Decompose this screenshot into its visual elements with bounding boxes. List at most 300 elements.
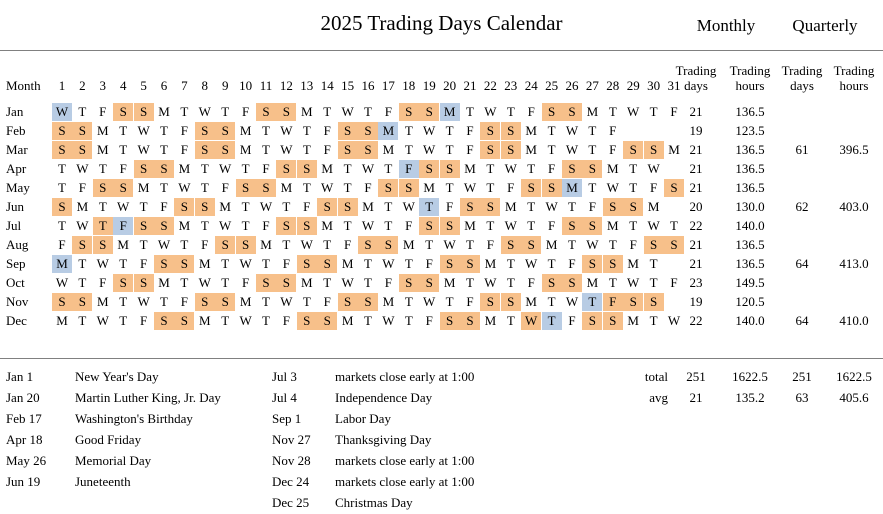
calendar-day-cell: S	[134, 217, 154, 235]
day-number-header: 6	[160, 78, 168, 93]
monthly-trading-days: 23	[689, 275, 703, 290]
summary-column-header	[828, 63, 880, 93]
calendar-day-cell: T	[486, 218, 495, 233]
calendar-day-cell: W	[96, 256, 109, 271]
calendar-day-cell: S	[399, 179, 419, 197]
totals-total-monthly-days: 251	[686, 369, 706, 384]
calendar-day-cell: W	[259, 199, 273, 214]
calendar-day-cell: W	[586, 237, 599, 252]
calendar-day-cell: W	[423, 294, 436, 309]
calendar-day-cell: S	[52, 293, 72, 311]
calendar-day-cell: F	[527, 275, 535, 290]
calendar-month-row	[0, 217, 883, 236]
calendar-day-cell: F	[139, 256, 148, 271]
calendar-day-cell: F	[568, 256, 576, 271]
calendar-day-cell: W	[565, 123, 579, 138]
calendar-day-cell: S	[480, 293, 500, 311]
calendar-day-cell: T	[568, 237, 576, 252]
monthly-trading-days: 21	[689, 237, 703, 252]
calendar-day-cell: T	[78, 313, 87, 328]
calendar-day-cell: W	[443, 237, 456, 252]
monthly-trading-days: 22	[689, 313, 703, 328]
calendar-day-cell: T	[404, 256, 413, 271]
calendar-day-cell: T	[384, 199, 393, 214]
totals-total-quarterly-days: 251	[792, 369, 812, 384]
calendar-day-cell: F	[180, 294, 188, 309]
divider-middle	[0, 358, 883, 359]
calendar-day-cell: W	[463, 180, 477, 195]
calendar-day-cell: W	[239, 313, 252, 328]
summary-header-line1: Trading	[833, 63, 875, 78]
calendar-day-cell: W	[606, 180, 619, 195]
calendar-day-cell: F	[241, 104, 250, 119]
calendar-day-cell: T	[588, 142, 597, 157]
calendar-day-cell: T	[608, 104, 617, 119]
calendar-day-cell: F	[603, 293, 623, 311]
calendar-day-cell: W	[117, 199, 130, 214]
calendar-day-cell: M	[586, 275, 599, 290]
calendar-day-cell: T	[262, 256, 270, 271]
month-name: Sep	[6, 256, 26, 271]
calendar-day-cell: S	[134, 160, 154, 178]
calendar-day-cell: S	[562, 217, 582, 235]
calendar-day-cell: S	[195, 198, 215, 216]
calendar-day-cell: T	[425, 237, 434, 252]
month-name: Jul	[6, 218, 22, 233]
calendar-day-cell: T	[419, 198, 439, 216]
calendar-day-cell: S	[338, 293, 358, 311]
calendar-day-cell: M	[586, 104, 599, 119]
calendar-day-cell: W	[198, 275, 211, 290]
quarterly-trading-hours: 413.0	[839, 256, 869, 271]
calendar-day-cell: W	[280, 142, 293, 157]
calendar-day-cell: S	[582, 160, 602, 178]
calendar-day-cell: T	[200, 161, 209, 176]
calendar-day-cell: S	[501, 141, 521, 159]
day-number-header: 8	[201, 78, 209, 93]
calendar-day-cell: S	[542, 179, 562, 197]
calendar-day-cell: F	[399, 160, 419, 178]
calendar-day-cell: M	[239, 142, 252, 157]
day-number-header: 14	[320, 78, 334, 93]
calendar-day-cell: S	[236, 179, 256, 197]
calendar-day-cell: S	[521, 236, 541, 254]
calendar-day-cell: S	[276, 103, 296, 121]
calendar-day-cell: F	[670, 275, 678, 290]
monthly-trading-days: 19	[689, 123, 703, 138]
calendar-day-cell: W	[341, 104, 354, 119]
calendar-day-cell: W	[382, 256, 395, 271]
day-number-header: 27	[585, 78, 599, 93]
calendar-day-cell: W	[667, 313, 681, 328]
calendar-month-row	[0, 160, 883, 179]
calendar-day-cell: S	[419, 103, 439, 121]
calendar-day-cell: S	[501, 236, 521, 254]
calendar-day-cell: T	[119, 294, 128, 309]
calendar-month-row	[0, 141, 883, 160]
calendar-day-cell: T	[221, 256, 230, 271]
calendar-month-row	[0, 198, 883, 217]
calendar-day-cell: T	[302, 180, 311, 195]
calendar-day-cell: T	[160, 142, 168, 157]
calendar-day-cell: S	[419, 217, 439, 235]
calendar-day-cell: M	[341, 256, 354, 271]
calendar-day-cell: W	[280, 294, 293, 309]
day-number-header: 5	[140, 78, 147, 93]
calendar-day-cell: M	[199, 313, 211, 328]
calendar-day-cell: S	[93, 179, 113, 197]
monthly-header: Monthly	[696, 16, 756, 35]
day-number-header: 23	[504, 78, 518, 93]
day-number-header: 3	[99, 78, 107, 93]
calendar-day-cell: W	[137, 294, 150, 309]
calendar-day-cell: T	[180, 104, 189, 119]
calendar-day-cell: T	[200, 218, 209, 233]
calendar-day-cell: T	[78, 275, 87, 290]
day-number-header: 21	[463, 78, 477, 93]
calendar-day-cell: T	[58, 218, 66, 233]
calendar-day-cell: S	[644, 141, 664, 159]
month-name: May	[6, 180, 30, 195]
calendar-day-cell: W	[423, 142, 436, 157]
holiday-date: Jul 3	[272, 369, 297, 384]
calendar-day-cell: S	[215, 293, 235, 311]
calendar-day-cell: M	[158, 104, 170, 119]
holiday-name: Thanksgiving Day	[335, 432, 432, 447]
calendar-day-cell: M	[525, 294, 537, 309]
monthly-trading-days: 21	[689, 161, 703, 176]
calendar-day-cell: W	[545, 199, 558, 214]
calendar-day-cell: T	[629, 218, 638, 233]
divider-top	[0, 50, 883, 51]
column-header-row	[0, 55, 883, 101]
totals-total-label: total	[644, 369, 668, 384]
day-number-header: 7	[181, 78, 188, 93]
calendar-day-cell: T	[542, 312, 562, 330]
calendar-day-cell: F	[303, 199, 311, 214]
calendar-day-cell: W	[423, 123, 436, 138]
calendar-day-cell: F	[113, 217, 133, 235]
calendar-day-cell: F	[507, 180, 515, 195]
calendar-day-cell: S	[460, 198, 480, 216]
calendar-day-cell: M	[76, 199, 89, 214]
calendar-day-cell: T	[160, 294, 168, 309]
calendar-day-cell: S	[623, 293, 643, 311]
calendar-day-cell: T	[241, 218, 250, 233]
calendar-day-cell: T	[547, 294, 556, 309]
calendar-day-cell: T	[588, 123, 597, 138]
holiday-date: Dec 25	[272, 495, 310, 510]
calendar-day-cell: T	[200, 180, 209, 195]
calendar-day-cell: T	[527, 161, 536, 176]
monthly-trading-hours: 140.0	[735, 218, 765, 233]
calendar-day-cell: M	[199, 256, 211, 271]
calendar-day-cell: S	[195, 122, 215, 140]
calendar-day-cell: S	[154, 160, 174, 178]
calendar-day-cell: M	[484, 256, 497, 271]
calendar-day-cell: S	[644, 293, 664, 311]
calendar-day-cell: W	[198, 104, 211, 119]
calendar-day-cell: M	[260, 237, 272, 252]
calendar-day-cell: S	[338, 198, 358, 216]
calendar-day-cell: M	[280, 180, 293, 195]
calendar-day-cell: F	[466, 123, 474, 138]
calendar-day-cell: S	[297, 160, 317, 178]
calendar-day-cell: S	[215, 122, 235, 140]
calendar-day-cell: W	[647, 218, 660, 233]
calendar-day-cell: M	[607, 161, 619, 176]
calendar-day-cell: W	[647, 161, 660, 176]
calendar-day-cell: F	[160, 199, 168, 214]
calendar-day-cell: S	[460, 255, 480, 273]
calendar-day-cell: M	[178, 218, 191, 233]
calendar-day-cell: W	[402, 199, 415, 214]
calendar-day-cell: M	[378, 122, 398, 140]
calendar-day-cell: T	[404, 142, 413, 157]
calendar-day-cell: F	[527, 104, 535, 119]
calendar-day-cell: S	[664, 236, 684, 254]
calendar-day-cell: M	[321, 218, 333, 233]
calendar-day-cell: M	[178, 161, 191, 176]
calendar-day-cell: S	[623, 141, 643, 159]
totals-avg-quarterly-days: 63	[795, 390, 809, 405]
calendar-day-cell: M	[158, 275, 170, 290]
month-name: Jan	[6, 104, 24, 119]
calendar-day-cell: T	[221, 104, 230, 119]
summary-header-line2: hours	[839, 78, 869, 93]
calendar-day-cell: F	[323, 142, 331, 157]
month-name: Feb	[6, 123, 26, 138]
calendar-day-cell: F	[282, 313, 290, 328]
calendar-day-cell: S	[174, 198, 194, 216]
calendar-day-cell: T	[547, 142, 556, 157]
calendar-day-cell: M	[505, 199, 517, 214]
calendar-day-cell: M	[440, 103, 460, 121]
calendar-day-cell: S	[317, 198, 337, 216]
calendar-day-cell: S	[358, 236, 378, 254]
summary-column-header	[780, 63, 824, 93]
calendar-day-cell: T	[119, 123, 128, 138]
monthly-trading-days: 21	[689, 256, 703, 271]
month-column-header: Month	[6, 78, 41, 93]
calendar-day-cell: F	[609, 123, 617, 138]
calendar-day-cell: T	[323, 275, 332, 290]
calendar-day-cell: S	[276, 217, 296, 235]
calendar-day-cell: F	[180, 123, 188, 138]
calendar-day-cell: T	[221, 313, 230, 328]
holiday-date: Jun 19	[6, 474, 41, 489]
calendar-day-cell: F	[221, 180, 229, 195]
summary-header-line1: Trading	[675, 63, 717, 78]
totals-avg-quarterly-hours: 405.6	[839, 390, 869, 405]
calendar-day-cell: F	[323, 123, 331, 138]
calendar-day-cell: T	[629, 161, 638, 176]
monthly-trading-hours: 136.5	[735, 180, 765, 195]
calendar-day-cell: F	[629, 237, 637, 252]
holiday-date: Nov 28	[272, 453, 311, 468]
calendar-day-cell: T	[588, 180, 597, 195]
calendar-day-cell: W	[565, 294, 579, 309]
quarterly-trading-hours: 396.5	[839, 142, 869, 157]
summary-header-line1: Trading	[729, 63, 771, 78]
day-number-header: 26	[565, 78, 579, 93]
calendar-day-cell: F	[384, 275, 392, 290]
calendar-day-cell: T	[568, 199, 576, 214]
calendar-day-cell: W	[361, 161, 375, 176]
calendar-day-cell: S	[52, 198, 72, 216]
calendar-day-cell: F	[384, 104, 392, 119]
page-title: 2025 Trading Days Calendar	[320, 11, 563, 35]
calendar-day-cell: T	[445, 123, 454, 138]
calendar-day-cell: S	[358, 122, 378, 140]
calendar-day-cell: T	[629, 180, 638, 195]
calendar-day-cell: M	[341, 313, 354, 328]
calendar-day-cell: F	[547, 218, 556, 233]
calendar-day-cell: M	[97, 123, 109, 138]
quarterly-trading-hours: 410.0	[839, 313, 869, 328]
calendar-day-cell: F	[99, 104, 107, 119]
calendar-day-cell: W	[55, 275, 69, 290]
day-number-header: 2	[79, 78, 86, 93]
calendar-day-cell: S	[399, 103, 419, 121]
calendar-day-cell: F	[241, 275, 250, 290]
calendar-day-cell: T	[58, 161, 66, 176]
calendar-day-cell: F	[139, 313, 148, 328]
calendar-day-cell: S	[134, 103, 154, 121]
holiday-date: Jan 1	[6, 369, 34, 384]
calendar-day-cell: W	[280, 123, 293, 138]
calendar-day-cell: M	[382, 294, 395, 309]
calendar-day-cell: S	[174, 255, 194, 273]
calendar-day-cell: T	[180, 275, 189, 290]
calendar-day-cell: S	[215, 236, 235, 254]
calendar-day-cell: S	[93, 236, 113, 254]
calendar-day-cell: F	[445, 199, 454, 214]
calendar-day-cell: W	[521, 312, 541, 330]
calendar-day-cell: W	[219, 218, 232, 233]
calendar-day-cell: S	[276, 274, 296, 292]
calendar-day-cell: T	[364, 275, 372, 290]
calendar-month-row	[0, 103, 883, 122]
calendar-day-cell: S	[582, 217, 602, 235]
calendar-day-cell: M	[647, 199, 660, 214]
calendar-day-cell: W	[484, 275, 497, 290]
calendar-day-cell: F	[466, 294, 474, 309]
calendar-day-cell: W	[76, 161, 89, 176]
calendar-day-cell: S	[195, 293, 215, 311]
calendar-day-cell: S	[542, 274, 562, 292]
monthly-trading-hours: 120.5	[735, 294, 765, 309]
calendar-month-row	[0, 236, 883, 255]
calendar-day-cell: S	[256, 179, 276, 197]
day-number-header: 12	[279, 78, 293, 93]
calendar-day-cell: S	[562, 103, 582, 121]
calendar-day-cell: T	[486, 180, 495, 195]
calendar-day-cell: M	[219, 199, 231, 214]
calendar-day-cell: S	[256, 103, 276, 121]
calendar-day-cell: T	[78, 104, 87, 119]
monthly-trading-hours: 136.5	[735, 256, 765, 271]
totals-avg-label: avg	[649, 390, 668, 405]
calendar-day-cell: T	[119, 313, 128, 328]
calendar-day-cell: M	[97, 294, 109, 309]
day-number-header: 24	[524, 78, 538, 93]
calendar-day-cell: F	[425, 256, 433, 271]
calendar-day-cell: S	[72, 236, 92, 254]
calendar-day-cell: F	[588, 199, 596, 214]
calendar-day-cell: T	[180, 237, 189, 252]
calendar-day-cell: S	[134, 274, 154, 292]
calendar-day-cell: S	[358, 141, 378, 159]
calendar-day-cell: S	[419, 274, 439, 292]
calendar-day-cell: T	[98, 161, 107, 176]
calendar-month-row	[0, 274, 883, 293]
calendar-day-cell: T	[404, 313, 413, 328]
calendar-day-cell: T	[649, 313, 658, 328]
calendar-day-cell: T	[282, 199, 291, 214]
calendar-day-cell: T	[445, 294, 454, 309]
day-number-header: 30	[647, 78, 661, 93]
calendar-day-cell: S	[480, 198, 500, 216]
calendar-day-cell: M	[52, 255, 72, 273]
calendar-day-cell: S	[72, 293, 92, 311]
calendar-day-cell: M	[525, 142, 537, 157]
calendar-day-cell: T	[364, 104, 372, 119]
calendar-day-cell: S	[195, 141, 215, 159]
calendar-day-cell: W	[484, 104, 497, 119]
calendar-day-cell: T	[670, 218, 678, 233]
calendar-day-cell: F	[609, 142, 617, 157]
calendar-day-cell: S	[399, 274, 419, 292]
calendar-day-cell: M	[562, 179, 582, 197]
calendar-day-cell: S	[236, 236, 256, 254]
calendar-day-cell: W	[525, 256, 538, 271]
calendar-day-cell: S	[338, 122, 358, 140]
monthly-trading-days: 19	[689, 294, 703, 309]
calendar-day-cell: T	[506, 256, 515, 271]
calendar-day-cell: T	[582, 293, 602, 311]
monthly-trading-days: 20	[689, 199, 703, 214]
summary-header-line2: days	[684, 78, 708, 93]
holiday-name: markets close early at 1:00	[335, 474, 475, 489]
month-name: Nov	[6, 294, 29, 309]
calendar-day-cell: W	[219, 161, 232, 176]
calendar-day-cell: S	[664, 179, 684, 197]
holiday-name: Independence Day	[335, 390, 433, 405]
holiday-date: May 26	[6, 453, 47, 468]
holiday-date: Sep 1	[272, 411, 302, 426]
calendar-day-cell: T	[241, 161, 250, 176]
monthly-trading-days: 21	[689, 104, 703, 119]
holiday-name: Christmas Day	[335, 495, 413, 510]
calendar-day-cell: M	[443, 275, 456, 290]
calendar-day-cell: W	[137, 142, 150, 157]
monthly-trading-hours: 140.0	[735, 313, 765, 328]
monthly-trading-hours: 136.5	[735, 104, 765, 119]
month-name: Aug	[6, 237, 29, 252]
day-number-header: 25	[545, 78, 559, 93]
calendar-day-cell: S	[113, 103, 133, 121]
calendar-day-cell: F	[180, 142, 188, 157]
calendar-day-cell: S	[562, 160, 582, 178]
calendar-day-cell: T	[78, 256, 87, 271]
calendar-day-cell: T	[445, 180, 454, 195]
calendar-day-cell: T	[466, 237, 474, 252]
quarterly-header: Quarterly	[792, 16, 858, 35]
monthly-trading-hours: 136.5	[735, 142, 765, 157]
calendar-day-cell: F	[364, 180, 372, 195]
calendar-day-cell: T	[404, 294, 413, 309]
